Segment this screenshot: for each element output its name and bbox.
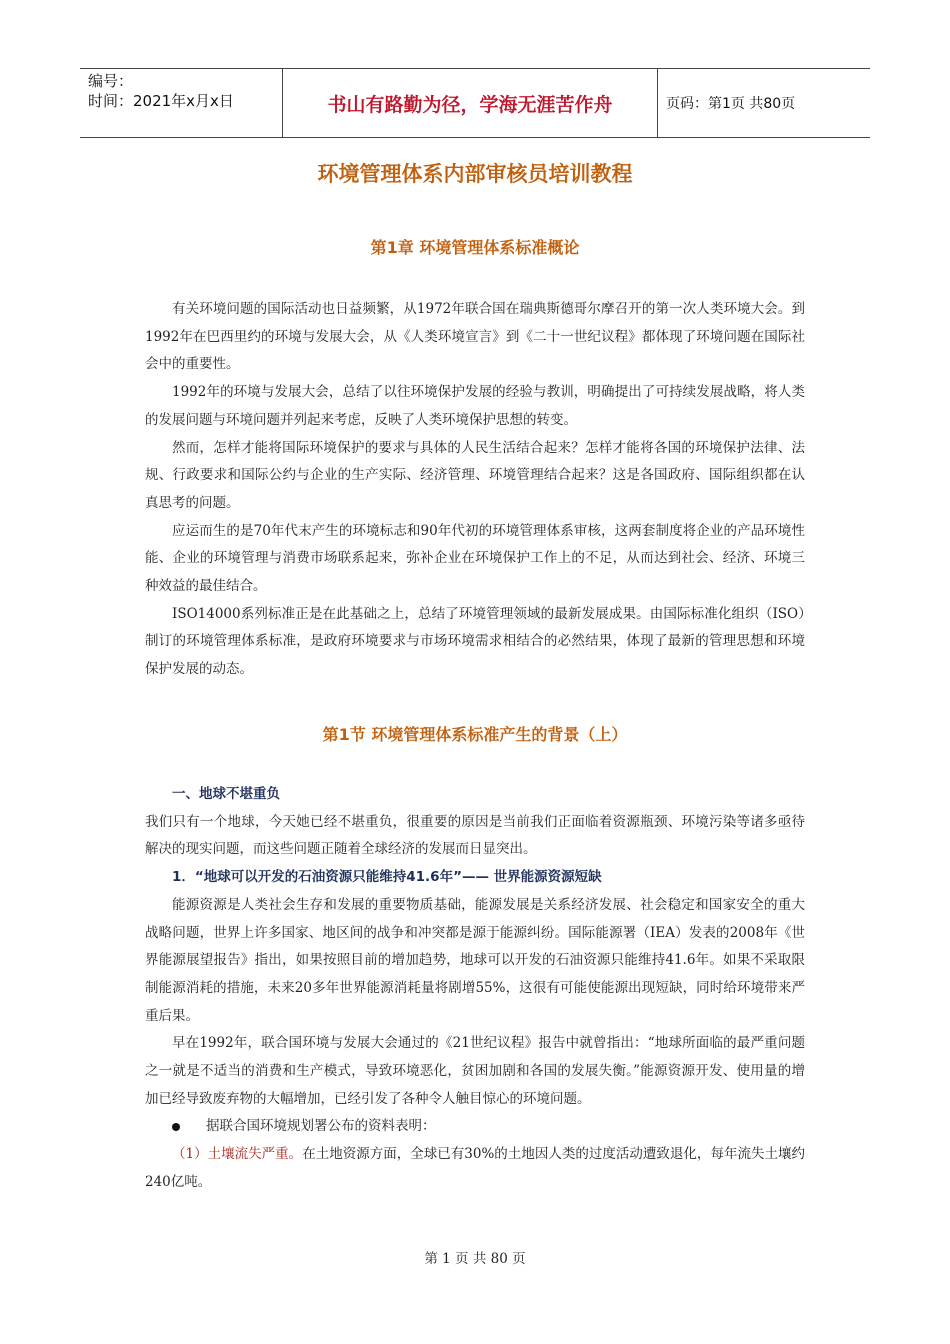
intro-paragraph: 有关环境问题的国际活动也日益频繁，从1972年联合国在瑞典斯德哥尔摩召开的第一次人类环境大会。到1992年在巴西里约的环境与发展大会，从《人类环境宣言》到《二十一世纪议程》都体现了环境问题在国际社会中的重要性。 <box>145 301 805 373</box>
bullet-dot-icon <box>172 1123 180 1131</box>
subsection-title: 一、地球不堪重负 <box>172 786 280 802</box>
point-title: 1．“地球可以开发的石油资源只能维持41.6年”—— 世界能源资源短缺 <box>172 869 602 886</box>
section-body <box>145 781 805 1197</box>
page-header <box>80 68 870 138</box>
header-page-info: 页码：第1页 共80页 <box>666 96 796 112</box>
chapter-title: 第1章 环境管理体系标准概论 <box>370 238 580 257</box>
document-number-label: 编号： <box>88 72 134 90</box>
intro-paragraph: 然而，怎样才能将国际环境保护的要求与具体的人民生活结合起来？怎样才能将各国的环境保护法律、法规、行政要求和国际公约与企业的生产实际、经济管理、环境管理结合起来？这是各国政府、国际组织都在认真思考的问题。 <box>145 439 805 511</box>
intro-paragraph: ISO14000系列标准正是在此基础之上，总结了环境管理领域的最新发展成果。由国际标准化组织（ISO）制订的环境管理体系标准，是政府环境要求与市场环境需求相结合的必然结果，体现了最新的管理思想和环境保护发展的动态。 <box>145 605 805 678</box>
bullet-item <box>145 1113 805 1141</box>
header-meta <box>80 69 282 137</box>
point-paragraph: 早在1992年，联合国环境与发展大会通过的《21世纪议程》报告中就曾指出：“地球所面临的最严重问题之一就是不适当的消费和生产模式，导致环境恶化，贫困加剧和各国的发展失衡。”能源资源开发、使用量的增加已经导致废弃物的大幅增加，已经引发了各种令人触目惊心的环境问题。 <box>145 1035 805 1107</box>
page-footer: 第 1 页 共 80 页 <box>424 1251 526 1267</box>
subsection-paragraph: 我们只有一个地球，今天她已经不堪重负，很重要的原因是当前我们正面临着资源瓶颈、环境污染等诸多亟待解决的现实问题，而这些问题正随着全球经济的发展而日显突出。 <box>145 813 805 858</box>
point-paragraph: 能源资源是人类社会生存和发展的重要物质基础，能源发展是关系经济发展、社会稳定和国家安全的重大战略问题，世界上许多国家、地区间的战争和冲突都是源于能源纠纷。国际能源署（IEA）发表的2008年《世界能源展望报告》指出，如果按照目前的增加趋势，地球可以开发的石油资源只能维持41.6年。如果不采取限制能源消耗的措施，未来20多年世界能源消耗量将剧增55%，这很有可能使能源出现短缺，同时给环境带来严重后果。 <box>145 896 805 1024</box>
bullet-text: 据联合国环境规划署公布的资料表明： <box>206 1118 436 1135</box>
intro-paragraph: 1992年的环境与发展大会，总结了以往环境保护发展的经验与教训，明确提出了可持续发展战略，将人类的发展问题与环境问题并列起来考虑，反映了人类环境保护思想的转变。 <box>145 384 805 428</box>
header-motto: 书山有路勤为径，学海无涯苦作舟 <box>282 69 658 137</box>
list-item <box>145 1141 805 1196</box>
section-title: 第1节 环境管理体系标准产生的背景（上） <box>322 725 628 744</box>
document-date-label: 时间：2021年x月x日 <box>88 92 234 110</box>
list-item-text: 在土地资源方面，全球已有30%的土地因人类的过度活动遭致退化，每年流失土壤约240亿吨。 <box>145 1146 805 1190</box>
intro-paragraph: 应运而生的是70年代末产生的环境标志和90年代初的环境管理体系审核，这两套制度将企业的产品环境性能、企业的环境管理与消费市场联系起来，弥补企业在环境保护工作上的不足，从而达到社会、经济、环境三种效益的最佳结合。 <box>145 522 805 595</box>
list-item-label: （1）土壤流失严重。 <box>172 1146 303 1163</box>
intro-section <box>145 296 805 684</box>
document-title: 环境管理体系内部审核员培训教程 <box>317 162 633 186</box>
